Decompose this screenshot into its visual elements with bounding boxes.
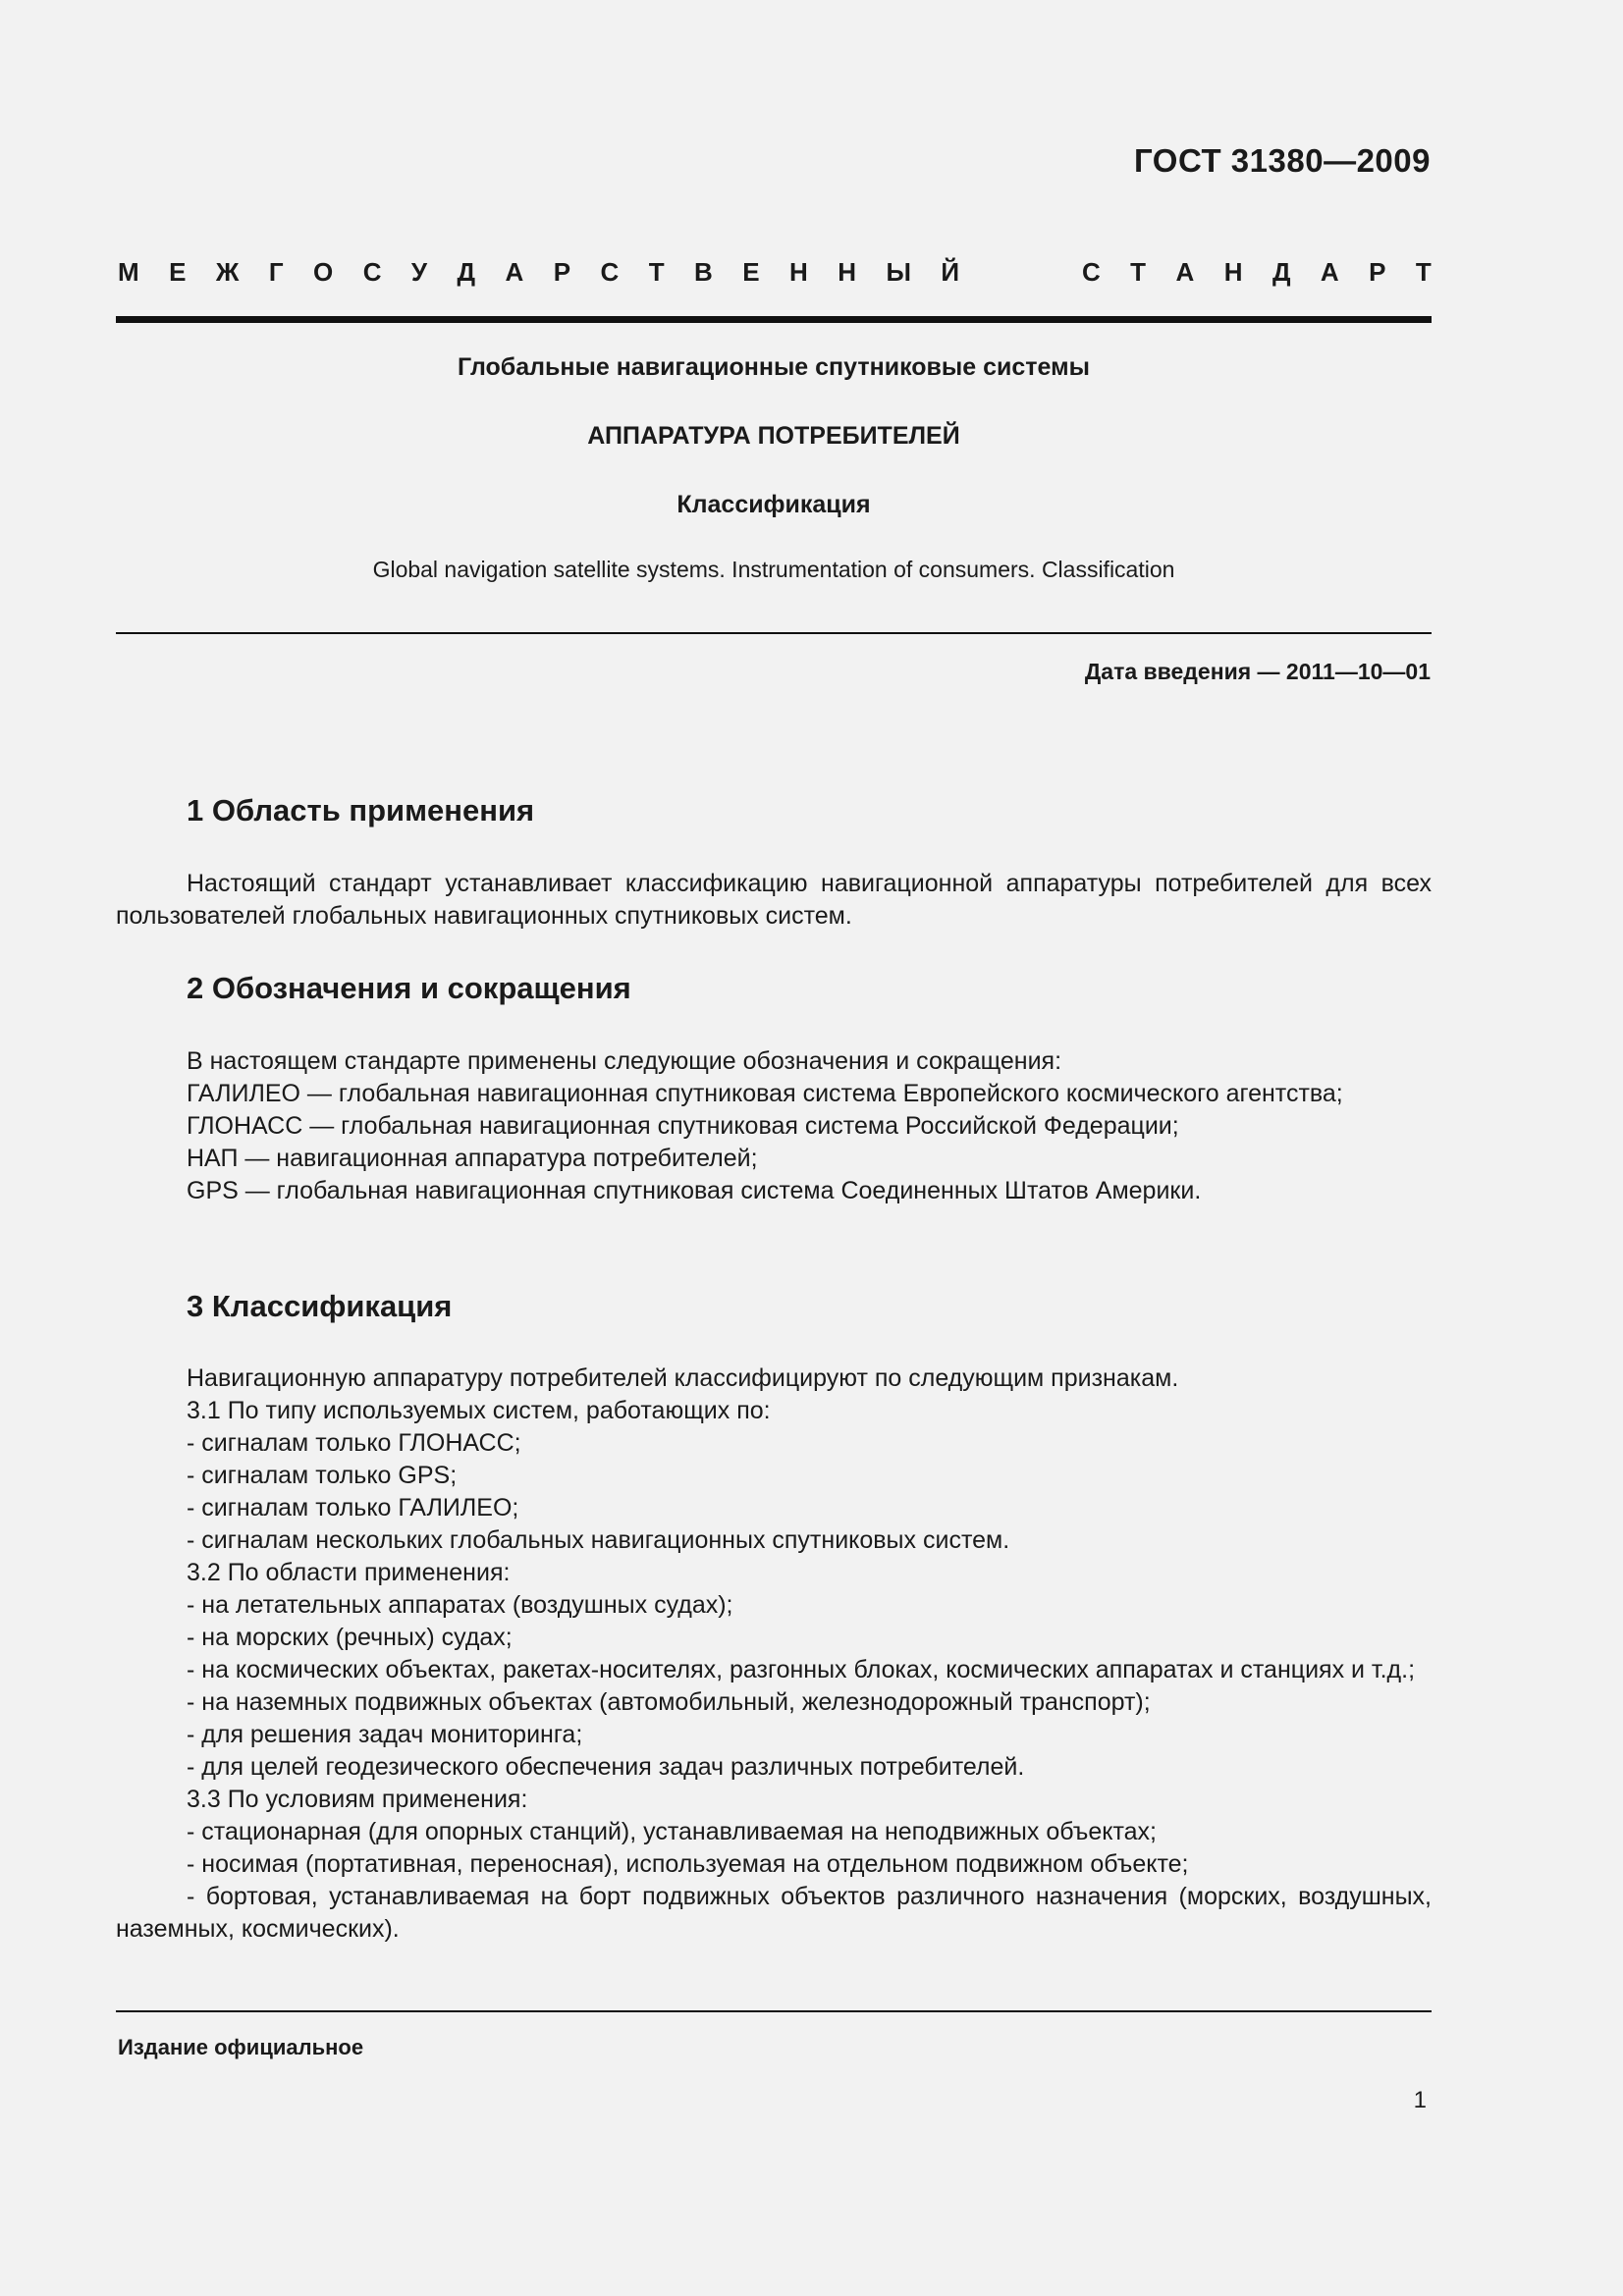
list-item: - сигналам только ГЛОНАСС; — [187, 1429, 521, 1457]
banner-letter: Т — [1130, 257, 1147, 287]
banner-letter: Р — [1369, 257, 1386, 287]
section-3-paragraph: 3.2 По области применения: — [187, 1559, 511, 1586]
section-2-paragraph: В настоящем стандарте применены следующие обозначения и сокращения: — [187, 1047, 1062, 1075]
introduction-date: Дата введения — 2011—10—01 — [1084, 659, 1431, 684]
list-item: - носимая (портативная, переносная), используемая на отдельном подвижном объекте; — [187, 1850, 1189, 1878]
list-item: - на космических объектах, ракетах-носителях, разгонных блоках, космических аппаратах и станциях и т.д.; — [187, 1656, 1416, 1683]
list-item: - стационарная (для опорных станций), устанавливаемая на неподвижных объектах; — [187, 1818, 1157, 1845]
banner-letter: В — [694, 257, 713, 287]
list-item: - на летательных аппаратах (воздушных судах); — [187, 1591, 733, 1619]
section-3-paragraph: 3.1 По типу используемых систем, работающих по: — [187, 1397, 771, 1424]
section-3-body — [116, 1362, 1432, 1946]
banner-letter: Д — [1271, 257, 1291, 287]
banner-word-gap — [990, 257, 1053, 288]
banner-letter: М — [118, 257, 139, 287]
list-item: - для целей геодезического обеспечения задач различных потребителей. — [187, 1753, 1025, 1781]
list-item: - бортовая, устанавливаемая на борт подвижных объектов различного назначения (морских, воздушных, наземных, космических). — [116, 1883, 1432, 1943]
banner-letter: С — [1081, 257, 1101, 287]
section-1-body — [116, 868, 1432, 933]
section-3-paragraph: Навигационную аппаратуру потребителей классифицируют по следующим признакам. — [187, 1364, 1179, 1392]
banner-letter: С — [362, 257, 382, 287]
list-item: - для решения задач мониторинга; — [187, 1721, 583, 1748]
title-english: Global navigation satellite systems. Instrumentation of consumers. Classification — [372, 557, 1175, 582]
banner-letter: Г — [268, 257, 284, 287]
section-3-heading: 3 Классификация — [187, 1289, 453, 1323]
title-line-3: Классификация — [676, 491, 871, 518]
section-2-paragraph: НАП — навигационная аппаратура потребителей; — [187, 1145, 758, 1172]
banner-letter: Т — [1415, 257, 1432, 287]
section-1-paragraph: Настоящий стандарт устанавливает классификацию навигационной аппаратуры потребителей для всех пользователей глобальных навигационных спутниковых систем. — [116, 870, 1432, 930]
banner-letter: Т — [648, 257, 665, 287]
banner-letter: У — [410, 257, 428, 287]
section-2-paragraph: ГАЛИЛЕО — глобальная навигационная спутниковая система Европейского космического агентства; — [187, 1080, 1343, 1107]
banner-letter: Е — [169, 257, 187, 287]
banner-letter: А — [1320, 257, 1339, 287]
section-2-heading: 2 Обозначения и сокращения — [187, 971, 631, 1005]
section-3-paragraph: 3.3 По условиям применения: — [187, 1786, 528, 1813]
title-rule — [116, 632, 1432, 634]
banner-letter: Д — [457, 257, 476, 287]
banner-letter: А — [1175, 257, 1195, 287]
interstate-standard-banner — [118, 257, 1432, 288]
standard-code: ГОСТ 31380—2009 — [1134, 142, 1431, 179]
title-line-2: АППАРАТУРА ПОТРЕБИТЕЛЕЙ — [587, 422, 960, 450]
page-number: 1 — [1413, 2087, 1427, 2113]
banner-letter: Н — [1223, 257, 1243, 287]
banner-letter: Н — [838, 257, 857, 287]
section-2-paragraph: GPS — глобальная навигационная спутниковая система Соединенных Штатов Америки. — [187, 1177, 1202, 1204]
footer-rule — [116, 2010, 1432, 2012]
header-rule — [116, 316, 1432, 323]
banner-letter: Ж — [215, 257, 240, 287]
banner-letter: Е — [742, 257, 760, 287]
list-item: - сигналам нескольких глобальных навигационных спутниковых систем. — [187, 1526, 1010, 1554]
title-line-1: Глобальные навигационные спутниковые системы — [458, 353, 1090, 381]
banner-letter: Н — [789, 257, 808, 287]
section-2-body — [116, 1045, 1432, 1207]
banner-letter: О — [313, 257, 334, 287]
official-edition-label: Издание официальное — [118, 2035, 364, 2059]
section-2-paragraph: ГЛОНАСС — глобальная навигационная спутниковая система Российской Федерации; — [187, 1112, 1179, 1140]
list-item: - на наземных подвижных объектах (автомобильный, железнодорожный транспорт); — [187, 1688, 1151, 1716]
list-item: - на морских (речных) судах; — [187, 1624, 513, 1651]
list-item: - сигналам только GPS; — [187, 1462, 458, 1489]
banner-letter: Й — [941, 257, 960, 287]
list-item: - сигналам только ГАЛИЛЕО; — [187, 1494, 519, 1522]
banner-letter: Р — [553, 257, 571, 287]
section-1-heading: 1 Область применения — [187, 793, 535, 828]
banner-letter: С — [600, 257, 620, 287]
banner-letter: А — [505, 257, 524, 287]
banner-letter: Ы — [886, 257, 911, 287]
